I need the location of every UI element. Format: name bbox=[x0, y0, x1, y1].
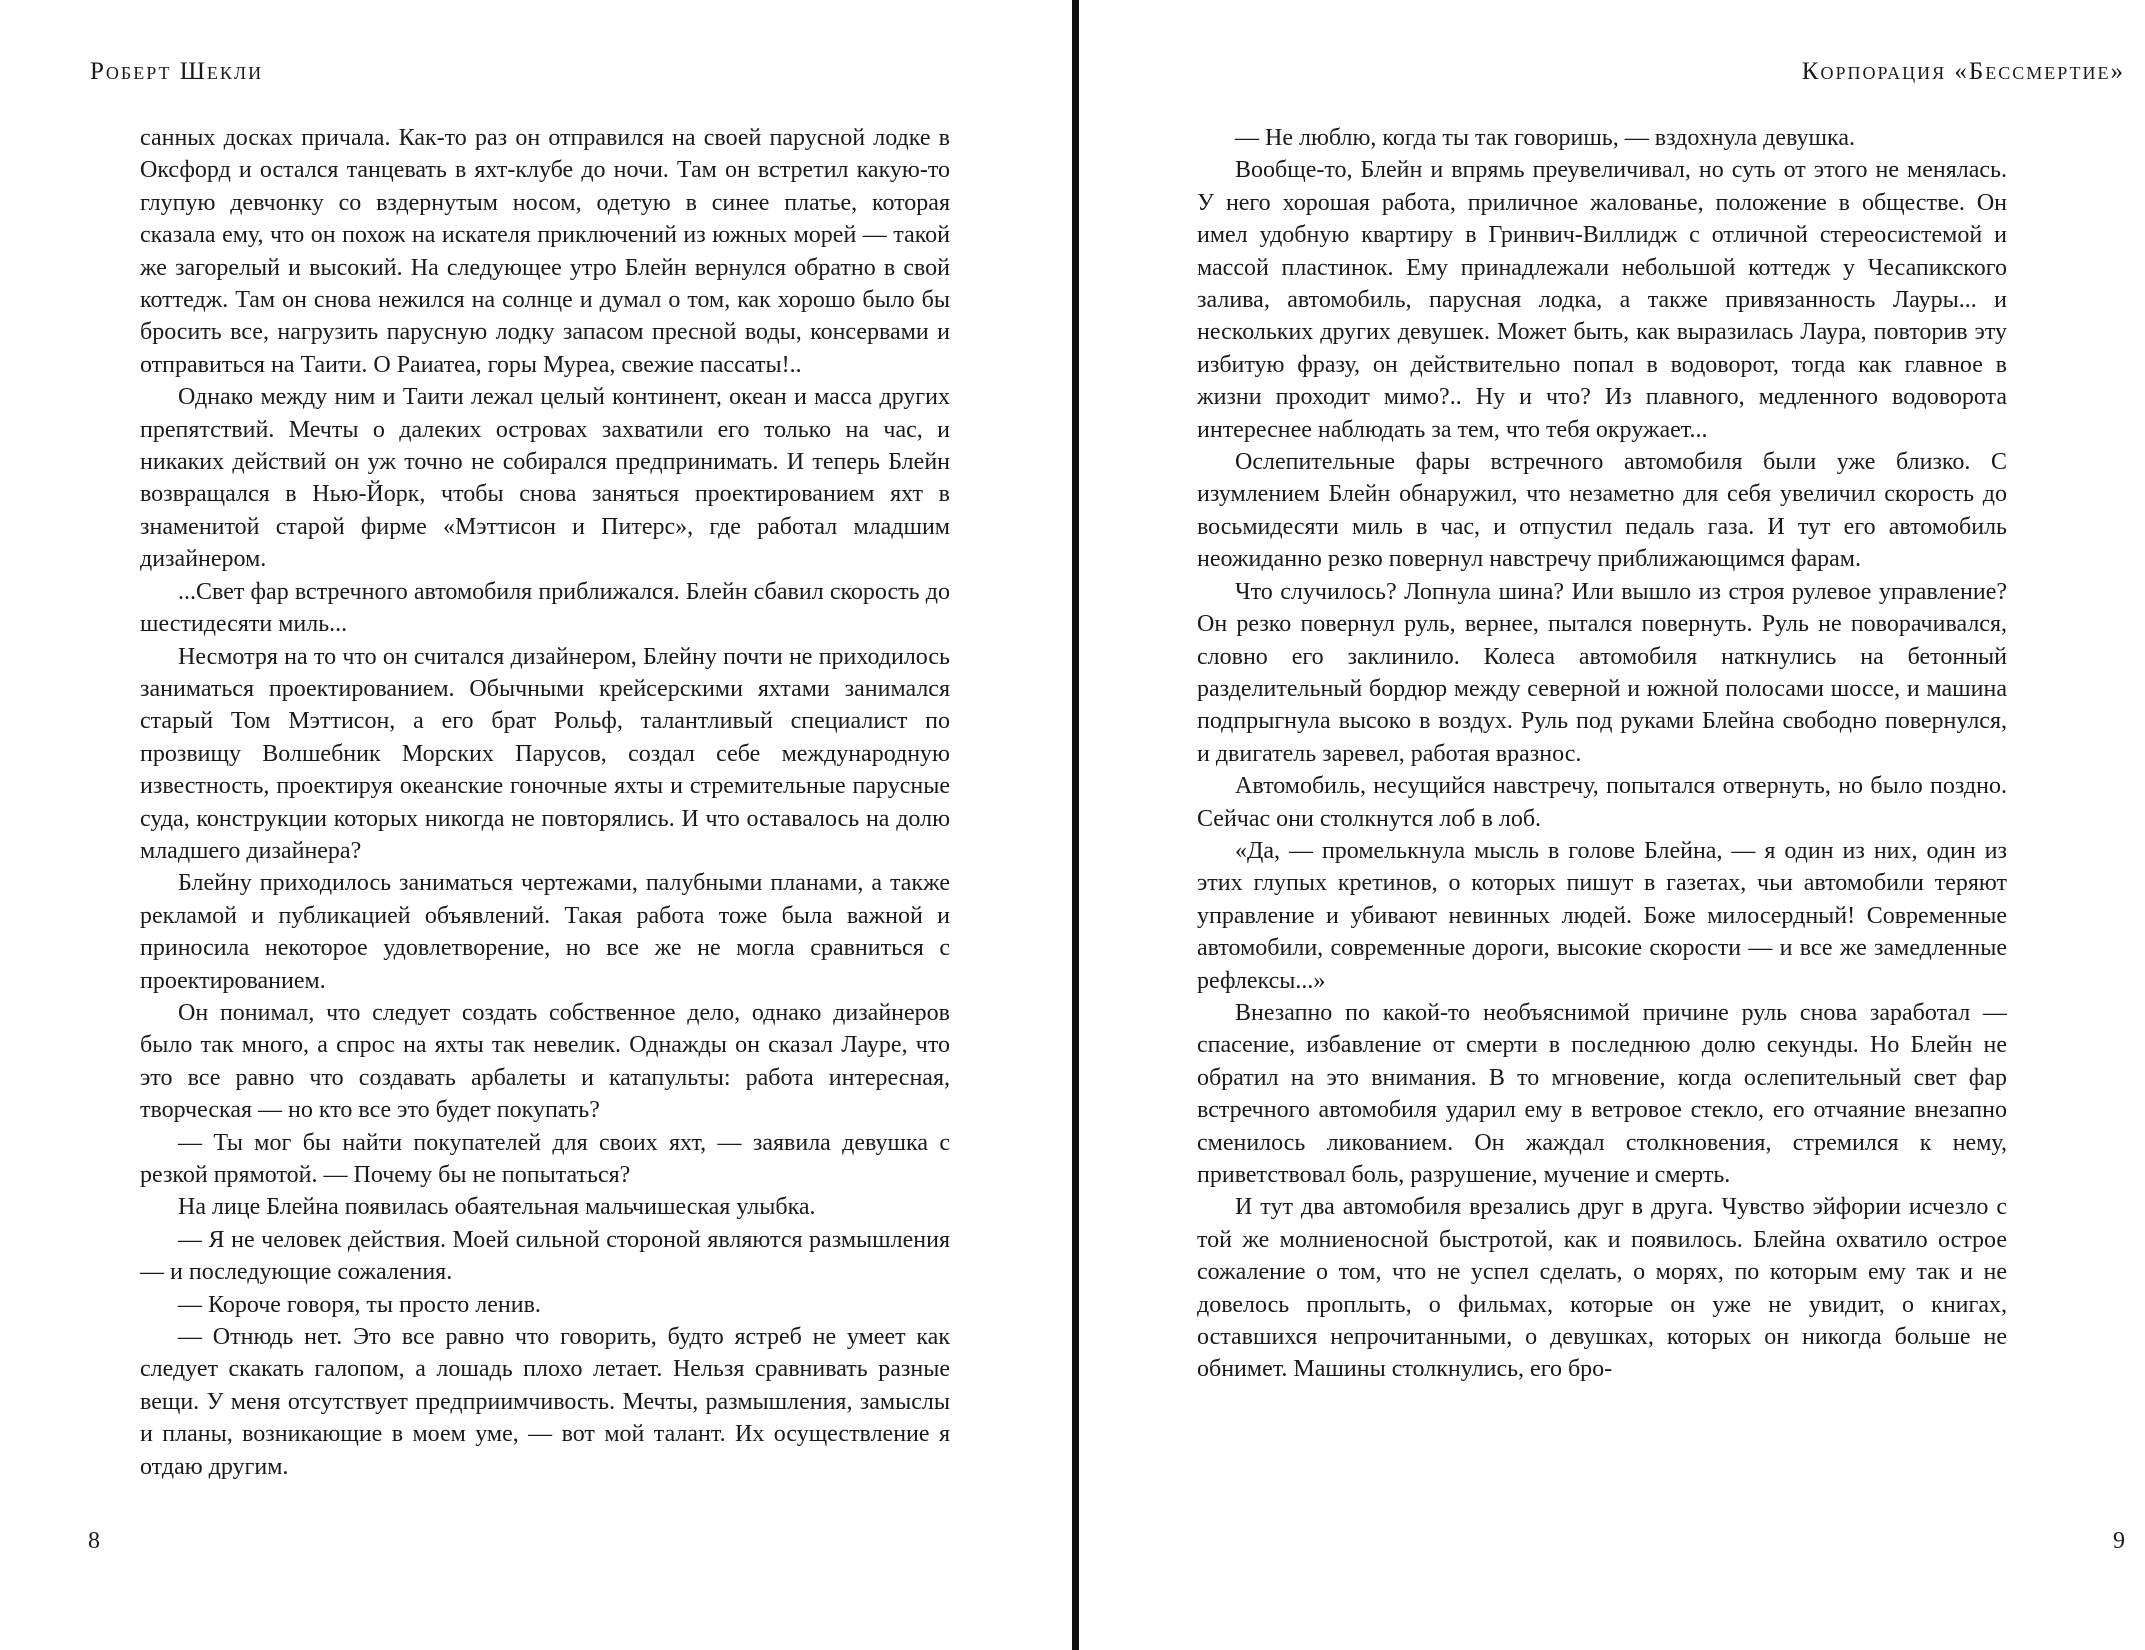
paragraph: — Не люблю, когда ты так говоришь, — вздохнула девушка. bbox=[1235, 125, 1855, 151]
paragraph: «Да, — промелькнула мысль в голове Блейна, — я один из них, один из этих глупых кретинов, о которых пишут в газетах, чьи автомобили теряют управление и убивают невинных людей. Боже милосердный! Современные автомобили, современные дороги, высокие скорости — и все же замедленные рефлексы...» bbox=[1197, 837, 2007, 994]
left-text-block bbox=[140, 122, 950, 1483]
paragraph: Блейну приходилось заниматься чертежами, палубными планами, а также рекламой и публикацией объявлений. Такая работа тоже была важной и приносила некоторое удовлетворение, но все же не могла сравниться с проектированием. bbox=[140, 870, 950, 994]
left-page bbox=[0, 0, 1072, 1650]
running-head-title: Корпорация «Бессмертие» bbox=[1801, 58, 2125, 85]
right-text-block bbox=[1197, 122, 2007, 1386]
running-head-author: Роберт Шекли bbox=[90, 58, 264, 85]
paragraph: — Отнюдь нет. Это все равно что говорить, будто ястреб не умеет как следует скакать галопом, а лошадь плохо летает. Нельзя сравнивать разные вещи. У меня отсутствует предприимчивость. Мечты, размышления, замыслы и планы, возникающие в моем уме, — вот мой талант. Их осуществление я отдаю другим. bbox=[140, 1324, 950, 1480]
paragraph: Вообще-то, Блейн и впрямь преувеличивал, но суть от этого не менялась. У него хорошая работа, приличное жалованье, положение в обществе. Он имел удобную квартиру в Гринвич-Виллидж с отличной стереосистемой и массой пластинок. Ему принадлежали небольшой коттедж у Чесапикского залива, автомобиль, парусная лодка, а также привязанность Лауры... и нескольких других девушек. Может быть, как выразилась Лаура, повторив эту избитую фразу, он действительно попал в водоворот, тогда как главное в жизни проходит мимо?.. Ну и что? Из плавного, медленного водоворота интереснее наблюдать за тем, что тебя окружает... bbox=[1197, 157, 2007, 443]
paragraph: На лице Блейна появилась обаятельная мальчишеская улыбка. bbox=[178, 1194, 816, 1221]
page-number-right: 9 bbox=[2113, 1528, 2125, 1554]
paragraph: Автомобиль, несущийся навстречу, попытался отвернуть, но было поздно. Сейчас они столкнутся лоб в лоб. bbox=[1197, 773, 2007, 832]
paragraph: Что случилось? Лопнула шина? Или вышло из строя рулевое управление? Он резко повернул руль, вернее, пытался повернуть. Руль не поворачивался, словно его заклинило. Колеса автомобиля наткнулись на бетонный разделительный бордюр между северной и южной полосами шоссе, и машина подпрыгнула высоко в воздух. Руль под руками Блейна свободно повернулся, и двигатель заревел, работая вразнос. bbox=[1197, 578, 2007, 767]
paragraph: — Я не человек действия. Моей сильной стороной являются размышления — и последующие сожаления. bbox=[140, 1226, 950, 1286]
paragraph: — Ты мог бы найти покупателей для своих яхт, — заявила девушка с резкой прямотой. — Почему бы не попытаться? bbox=[140, 1129, 950, 1188]
page-gutter-divider bbox=[1072, 0, 1079, 1650]
paragraph: И тут два автомобиля врезались друг в друга. Чувство эйфории исчезло с той же молниеносной быстротой, как и появилось. Блейна охватило острое сожаление о том, что не успел сделать, о морях, по которым ему так и не довелось проплыть, о фильмах, которые он уже не увидит, о книгах, оставшихся непрочитанными, о девушках, которых он никогда больше не обнимет. Машины столкнулись, его бро- bbox=[1197, 1194, 2007, 1383]
right-page bbox=[1080, 0, 2145, 1650]
paragraph: Несмотря на то что он считался дизайнером, Блейну почти не приходилось заниматься проектированием. Обычными крейсерскими яхтами занимался старый Том Мэттисон, а его брат Рольф, талантливый специалист по прозвищу Волшебник Морских Парусов, создал себе международную известность, проектируя океанские гоночные яхты и стремительные парусные суда, конструкции которых никогда не повторялись. И что оставалось на долю младшего дизайнера? bbox=[140, 643, 950, 864]
paragraph: Внезапно по какой-то необъяснимой причине руль снова заработал — спасение, избавление от смерти в последнюю долю секунды. Но Блейн не обратил на это внимания. В то мгновение, когда ослепительный свет фар встречного автомобиля ударил ему в ветровое стекло, его отчаяние внезапно сменилось ликованием. Он жаждал столкновения, стремился к нему, приветствовал боль, разрушение, мучение и смерть. bbox=[1197, 999, 2007, 1188]
paragraph: ...Свет фар встречного автомобиля приближался. Блейн сбавил скорость до шестидесяти миль... bbox=[140, 578, 950, 638]
paragraph: санных досках причала. Как-то раз он отправился на своей парусной лодке в Оксфорд и остался танцевать в яхт-клубе до ночи. Там он встретил какую-то глупую девчонку со вздернутым носом, одетую в синее платье, которая сказала ему, что он похож на искателя приключений из южных морей — такой же загорелый и высокий. На следующее утро Блейн вернулся обратно в свой коттедж. Там он снова нежился на солнце и думал о том, как хорошо было бы бросить все, нагрузить парусную лодку запасом пресной воды, консервами и отправиться на Таити. О Раиатеа, горы Муреа, свежие пассаты!.. bbox=[140, 125, 950, 378]
paragraph: — Короче говоря, ты просто ленив. bbox=[178, 1291, 541, 1318]
paragraph: Однако между ним и Таити лежал целый континент, океан и масса других препятствий. Мечты о далеких островах захватили его только на час, и никаких действий он уж точно не собирался предпринимать. И теперь Блейн возвращался в Нью-Йорк, чтобы снова заняться проектированием яхт в знаменитой старой фирме «Мэттисон и Питерс», где работал младшим дизайнером. bbox=[140, 384, 950, 573]
paragraph: Ослепительные фары встречного автомобиля были уже близко. С изумлением Блейн обнаружил, что незаметно для себя увеличил скорость до восьмидесяти миль в час, и отпустил педаль газа. И тут его автомобиль неожиданно резко повернул навстречу приближающимся фарам. bbox=[1197, 449, 2007, 573]
paragraph: Он понимал, что следует создать собственное дело, однако дизайнеров было так много, а спрос на яхты так невелик. Однажды он сказал Лауре, что это все равно что создавать арбалеты и катапульты: работа интересная, творческая — но кто все это будет покупать? bbox=[140, 999, 950, 1124]
page-number-left: 8 bbox=[88, 1528, 100, 1554]
